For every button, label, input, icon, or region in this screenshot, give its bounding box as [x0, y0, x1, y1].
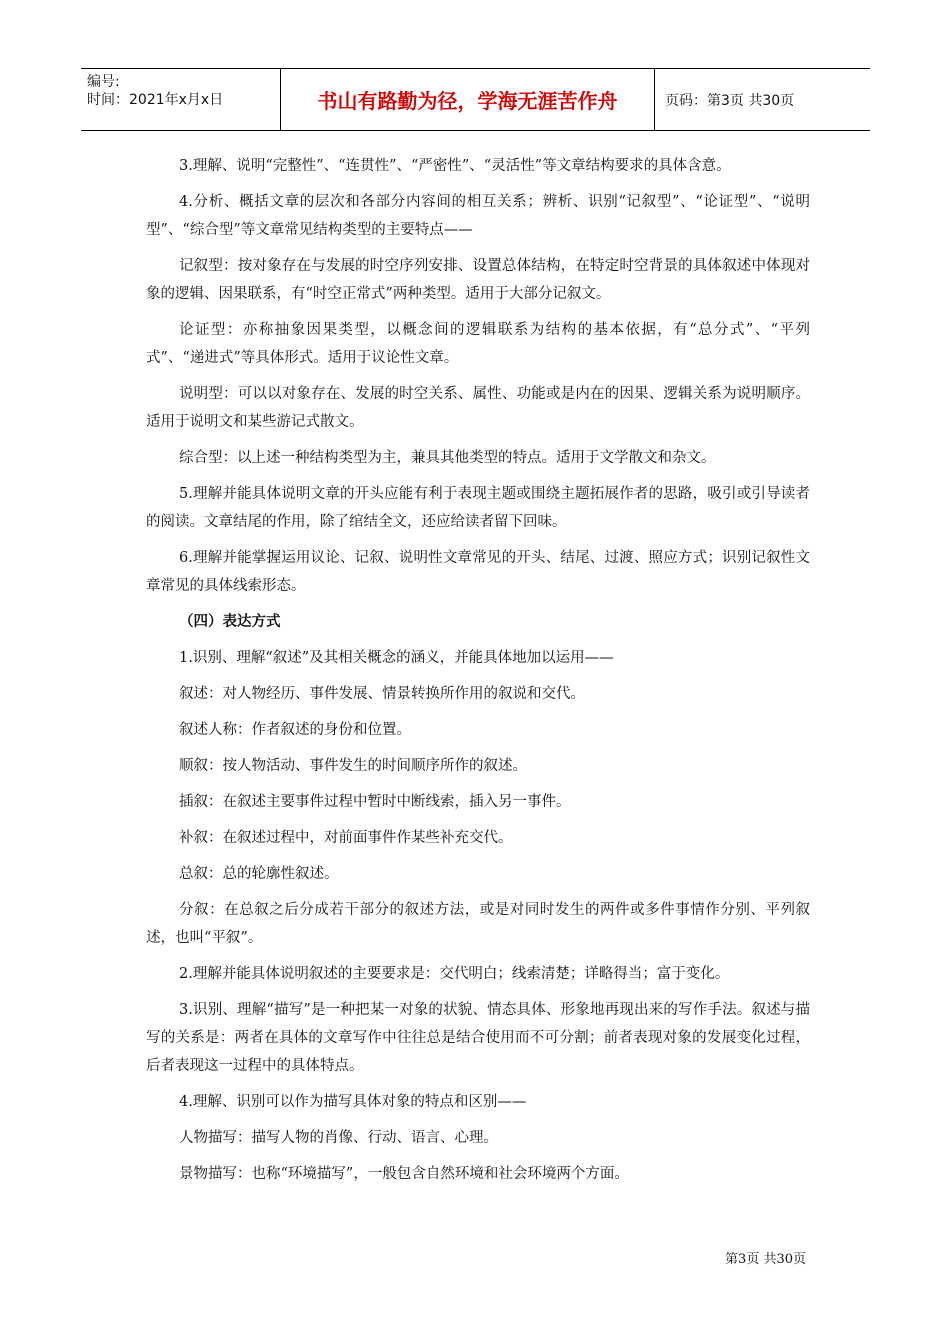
- paragraph: 4.理解、识别可以作为描写具体对象的特点和区别——: [179, 1094, 527, 1110]
- paragraph: 叙述：对人物经历、事件发展、情景转换所作用的叙说和交代。: [179, 686, 585, 702]
- document-body: [146, 152, 810, 1196]
- header-page-code: 页码：第3页 共30页: [665, 92, 795, 109]
- section-heading: （四）表达方式: [179, 614, 281, 630]
- paragraph: 顺叙：按人物活动、事件发生的时间顺序所作的叙述。: [179, 758, 527, 774]
- paragraph: 3.识别、理解“描写”是一种把某一对象的状貌、情态具体、形象地再现出来的写作手法。叙述与描写的关系是：两者在具体的文章写作中往往总是结合使用而不可分割；前者表现对象的发展变化过程，后者表现这一过程中的具体特点。: [146, 1002, 810, 1074]
- time-label: 时间：2021年x月x日: [87, 92, 224, 108]
- header-meta: [81, 69, 281, 130]
- paragraph: 人物描写：描写人物的肖像、行动、语言、心理。: [179, 1130, 498, 1146]
- header-motto: 书山有路勤为径，学海无涯苦作舟: [281, 69, 655, 130]
- paragraph: 分叙：在总叙之后分成若干部分的叙述方法，或是对同时发生的两件或多件事情作分别、平列叙述，也叫“平叙”。: [146, 902, 810, 946]
- paragraph: 景物描写：也称“环境描写”，一般包含自然环境和社会环境两个方面。: [179, 1166, 629, 1182]
- paragraph: 2.理解并能具体说明叙述的主要要求是：交代明白；线索清楚；详略得当；富于变化。: [179, 966, 730, 982]
- paragraph: 6.理解并能掌握运用议论、记叙、说明性文章常见的开头、结尾、过渡、照应方式；识别记叙性文章常见的具体线索形态。: [146, 550, 810, 594]
- paragraph: 4.分析、概括文章的层次和各部分内容间的相互关系；辨析、识别“记叙型”、“论证型”、“说明型”、“综合型”等文章常见结构类型的主要特点——: [146, 194, 810, 238]
- paragraph: 补叙：在叙述过程中，对前面事件作某些补充交代。: [179, 830, 513, 846]
- paragraph: 叙述人称：作者叙述的身份和位置。: [179, 722, 411, 738]
- page-header: [81, 68, 870, 131]
- paragraph: 记叙型：按对象存在与发展的时空序列安排、设置总体结构，在特定时空背景的具体叙述中体现对象的逻辑、因果联系，有“时空正常式”两种类型。适用于大部分记叙文。: [146, 258, 810, 302]
- paragraph: 5.理解并能具体说明文章的开头应能有利于表现主题或围绕主题拓展作者的思路，吸引或引导读者的阅读。文章结尾的作用，除了绾结全文，还应给读者留下回味。: [146, 486, 810, 530]
- paragraph: 论证型：亦称抽象因果类型，以概念间的逻辑联系为结构的基本依据，有“总分式”、“平列式”、“递进式”等具体形式。适用于议论性文章。: [146, 322, 810, 366]
- paragraph: 综合型：以上述一种结构类型为主，兼具其他类型的特点。适用于文学散文和杂文。: [179, 450, 716, 466]
- number-label: 编号:: [87, 74, 120, 90]
- paragraph: 1.识别、理解“叙述”及其相关概念的涵义，并能具体地加以运用——: [179, 650, 614, 666]
- paragraph: 插叙：在叙述主要事件过程中暂时中断线索，插入另一事件。: [179, 794, 571, 810]
- paragraph: 总叙：总的轮廓性叙述。: [179, 866, 339, 882]
- paragraph: 3.理解、说明“完整性”、“连贯性”、“严密性”、“灵活性”等文章结构要求的具体含意。: [179, 158, 731, 174]
- paragraph: 说明型：可以以对象存在、发展的时空关系、属性、功能或是内在的因果、逻辑关系为说明顺序。适用于说明文和某些游记式散文。: [146, 386, 810, 430]
- page-footer: 第3页 共30页: [725, 1252, 806, 1267]
